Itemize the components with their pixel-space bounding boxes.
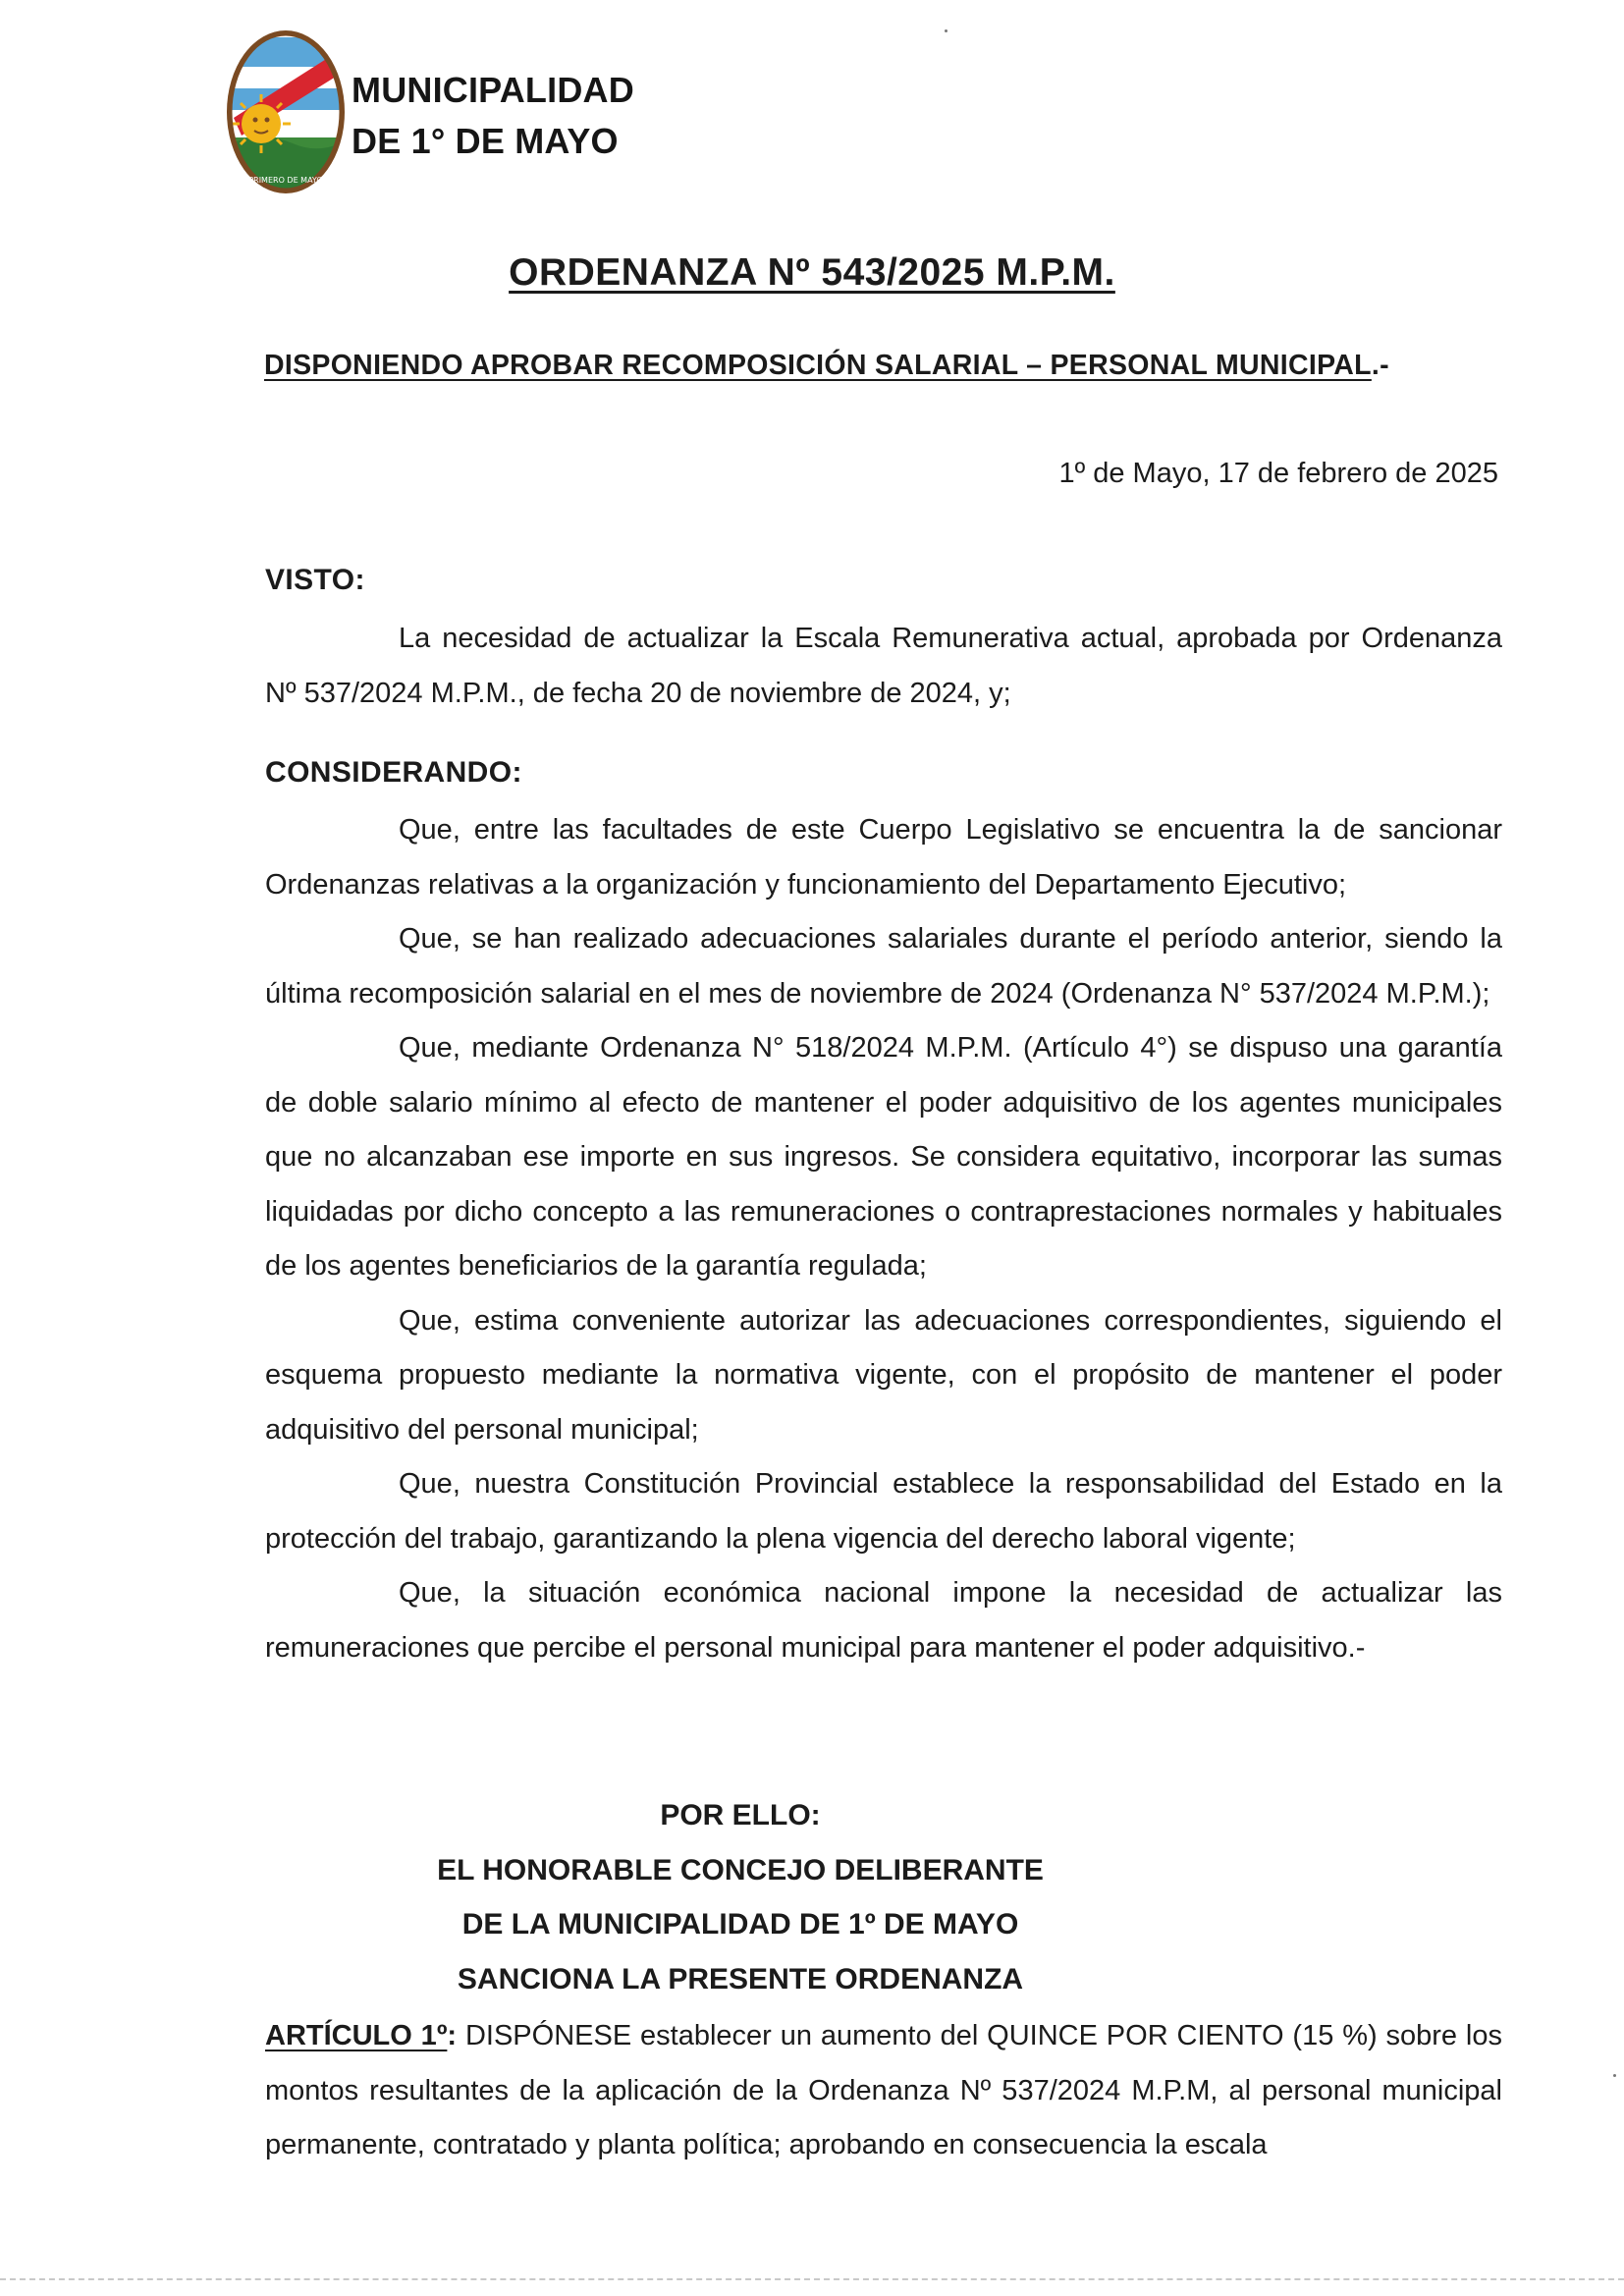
visto-heading: VISTO: — [265, 564, 365, 596]
considerando-paragraph-1: Que, entre las facultades de este Cuerpo Legislativo se encuentra la de sancionar Ordenanzas relativas a la organización y funcionamiento del Departamento Ejecutivo; — [265, 814, 1502, 901]
ordinance-subtitle — [264, 350, 1389, 382]
scan-speck — [945, 29, 947, 32]
municipality-name — [352, 65, 634, 167]
considerando-paragraph-2: Que, se han realizado adecuaciones salariales durante el período anterior, siendo la última recomposición salarial en el mes de noviembre de 2024 (Ordenanza N° 537/2024 M.P.M.); — [265, 923, 1502, 1010]
considerando-heading: CONSIDERANDO: — [265, 756, 522, 789]
ordinance-subtitle-end: .- — [1371, 350, 1389, 381]
articulo-1-paragraph — [265, 2009, 1502, 2173]
scan-edge-line — [0, 2278, 1624, 2281]
letterhead — [224, 27, 734, 204]
document-date: 1º de Mayo, 17 de febrero de 2025 — [1058, 458, 1498, 489]
articulo-1 — [265, 2009, 1502, 2173]
por-ello-heading: POR ELLO: — [660, 1799, 821, 1831]
municipality-line: DE LA MUNICIPALIDAD DE 1º DE MAYO — [461, 1908, 1019, 1941]
council-name-line: EL HONORABLE CONCEJO DELIBERANTE — [437, 1853, 1044, 1886]
scan-speck — [1613, 2074, 1616, 2077]
articulo-1-label: ARTÍCULO 1º — [265, 2020, 448, 2051]
considerando-body — [265, 803, 1502, 1675]
visto-paragraph: La necesidad de actualizar la Escala Remunerativa actual, aprobada por Ordenanza Nº 537/2024 M.P.M., de fecha 20 de noviembre de 2024, y; — [265, 623, 1502, 709]
resolution-block — [0, 1788, 1624, 2006]
sanciona-line: SANCIONA LA PRESENTE ORDENANZA — [457, 1962, 1024, 1995]
municipality-name-line2: DE 1° DE MAYO — [352, 121, 619, 161]
municipality-name-line1: MUNICIPALIDAD — [352, 70, 634, 110]
ordinance-title — [0, 251, 1624, 295]
considerando-paragraph-6: Que, la situación económica nacional impone la necesidad de actualizar las remuneraciones que percibe el personal municipal para mantener el poder adquisitivo.- — [265, 1577, 1502, 1664]
seal-text: PRIMERO DE MAYO — [248, 176, 323, 185]
municipal-seal-logo — [224, 27, 352, 196]
ordinance-subtitle-text: DISPONIENDO APROBAR RECOMPOSICIÓN SALARIAL – PERSONAL MUNICIPAL — [264, 350, 1372, 381]
articulo-1-colon: : — [447, 2020, 458, 2051]
visto-body — [265, 612, 1502, 721]
considerando-paragraph-3: Que, mediante Ordenanza N° 518/2024 M.P.M. (Artículo 4°) se dispuso una garantía de doble salario mínimo al efecto de mantener el poder adquisitivo de los agentes municipales que no alcanzaban ese importe en sus ingresos. Se considera equitativo, incorporar las sumas liquidadas por dicho concepto a las remuneraciones o contraprestaciones normales y habituales de los agentes beneficiarios de la garantía regulada; — [265, 1032, 1502, 1282]
ordinance-title-text: ORDENANZA Nº 543/2025 M.P.M. — [509, 251, 1115, 294]
articulo-1-text: DISPÓNESE establecer un aumento del QUINCE POR CIENTO (15 %) sobre los montos resultantes de la aplicación de la Ordenanza Nº 537/2024 M.P.M, al personal municipal permanente, contratado y planta política; aprobando en consecuencia la escala — [265, 2020, 1502, 2160]
considerando-paragraph-5: Que, nuestra Constitución Provincial establece la responsabilidad del Estado en la protección del trabajo, garantizando la plena vigencia del derecho laboral vigente; — [265, 1468, 1502, 1555]
considerando-paragraph-4: Que, estima conveniente autorizar las adecuaciones correspondientes, siguiendo el esquema propuesto mediante la normativa vigente, con el propósito de mantener el poder adquisitivo del personal municipal; — [265, 1304, 1502, 1446]
